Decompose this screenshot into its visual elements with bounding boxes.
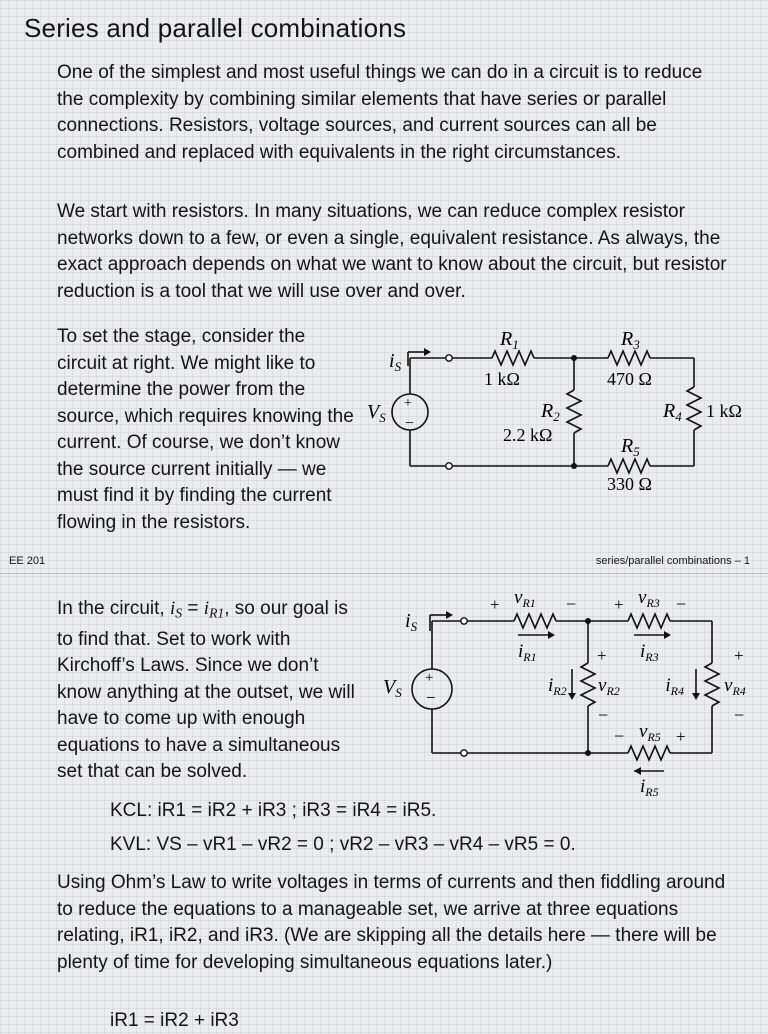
- r2-value: 2.2 kΩ: [503, 425, 553, 445]
- r4-label: R: [663, 400, 676, 422]
- source-minus-2: −: [426, 688, 436, 707]
- ir3-label: i: [640, 641, 646, 662]
- slide-2: [0, 573, 768, 1031]
- resistor-paragraph: We start with resistors. In many situations, we can reduce complex resistor networks down to a few, or even a single, equivalent resistance. As always, the exact approach depends on what we want to know about the circuit, but resistor reduction is a tool that we will use over and over.: [57, 201, 727, 302]
- vr1-minus: −: [566, 594, 577, 614]
- r5-value: 330 Ω: [607, 474, 652, 494]
- r2-label: R: [541, 400, 554, 422]
- course-label: EE 201: [9, 555, 46, 567]
- vr4-minus: −: [734, 705, 745, 725]
- vr4-plus: +: [734, 646, 744, 665]
- svg-text:R3: $R_3$: [621, 328, 640, 352]
- svg-text:iR2: $i_{R2}$: [548, 675, 567, 698]
- source-plus-2: +: [425, 670, 434, 686]
- svg-text:iS: $i_S$: [389, 350, 402, 374]
- svg-text:iR3: $i_{R3}$: [640, 641, 659, 664]
- vr1-plus: +: [490, 595, 500, 614]
- equation-line: iR1 = iR2 + iR3: [110, 1010, 239, 1031]
- r5-label: R: [621, 435, 634, 457]
- r3-value: 470 Ω: [607, 369, 652, 389]
- vr3-label: v: [638, 587, 647, 608]
- vr2-label: v: [598, 675, 607, 696]
- vr4-label: v: [724, 675, 733, 696]
- vr5-label: v: [639, 721, 648, 742]
- is-label-2: i: [405, 610, 411, 632]
- svg-text:vR2: $v_{R2}$: [598, 675, 620, 698]
- ir5-label: i: [640, 776, 646, 797]
- ohms-law-paragraph: Using Ohm’s Law to write voltages in terms of currents and then fiddling around to reduce the equations to a manageable set, we arrive at three equations relating, iR1, iR2, and iR3. (We are skipping all the details here — there will be plenty of time for developing simultaneous equations later.): [57, 872, 726, 973]
- slide-title: Series and parallel combinations: [24, 13, 407, 43]
- svg-text:vR3: $v_{R3}$: [638, 587, 660, 610]
- vs-label: V: [367, 401, 380, 423]
- source-minus: −: [405, 415, 415, 432]
- vs-label-2: V: [383, 676, 396, 698]
- ir2-label: i: [548, 675, 554, 696]
- is-label: i: [389, 350, 395, 372]
- svg-text:VS: $V_S$: [367, 401, 386, 425]
- vr3-plus: +: [614, 595, 624, 614]
- svg-text:R4: $R_4$: [663, 400, 682, 424]
- circuit-diagram-1: [360, 325, 760, 495]
- r1-value: 1 kΩ: [484, 369, 520, 389]
- vr3-minus: −: [676, 594, 687, 614]
- svg-text:vR1: $v_{R1}$: [514, 587, 536, 610]
- svg-text:vR4: $v_{R4}$: [724, 675, 746, 698]
- stage-paragraph: To set the stage, consider the circuit at right. We might like to determine the power from the source, which requires knowing the current. Of course, we don’t know the source current initially — we must find it by finding the current flowing in the resistors.: [57, 326, 354, 533]
- ir1-label: i: [518, 641, 524, 662]
- kvl-equations: KVL: VS – vR1 – vR2 = 0 ; vR2 – vR3 – vR4 – vR5 = 0.: [110, 834, 576, 855]
- svg-text:R1: $R_1$: [500, 328, 519, 352]
- r4-value: 1 kΩ: [706, 401, 742, 421]
- svg-text:vR5: $v_{R5}$: [639, 721, 661, 744]
- svg-text:iR5: $i_{R5}$: [640, 776, 659, 799]
- svg-text:iR4: $i_{R4}$: [665, 675, 684, 698]
- kcl-equations: KCL: iR1 = iR2 + iR3 ; iR3 = iR4 = iR5.: [110, 800, 437, 821]
- intro-paragraph: One of the simplest and most useful things we can do in a circuit is to reduce the complexity by combining similar elements that have series or parallel connections. Resistors, voltage sources, and current sources can all be combined and replaced with equivalents in the right circumstances.: [57, 62, 703, 163]
- ir4-label: i: [665, 675, 671, 696]
- vr2-plus: +: [597, 646, 607, 665]
- r1-label: R: [500, 328, 513, 350]
- slide-footer: series/parallel combinations – 1: [595, 555, 750, 567]
- vr1-label: v: [514, 587, 523, 608]
- svg-text:R5: $R_5$: [621, 435, 640, 459]
- vr5-plus: +: [676, 727, 686, 746]
- circuit-diagram-2: [370, 579, 765, 799]
- svg-text:VS: $V_S$: [383, 676, 402, 700]
- r3-label: R: [621, 328, 634, 350]
- svg-text:R2: $R_2$: [541, 400, 560, 424]
- vr2-minus: −: [598, 705, 609, 725]
- svg-text:iR1: $i_{R1}$: [518, 641, 537, 664]
- source-plus: +: [404, 396, 412, 411]
- vr5-minus: −: [614, 726, 625, 746]
- kirchoff-paragraph: In the circuit, $i_S = i_{R1}$, so our goal is to find that. Set to work with Kirchoff’s Laws. Since we don’t know anything at the outset, we will have to come up with enough equations to have a simultaneous set that can be solved.: [57, 598, 355, 783]
- svg-text:iS: $i_S$: [405, 610, 418, 634]
